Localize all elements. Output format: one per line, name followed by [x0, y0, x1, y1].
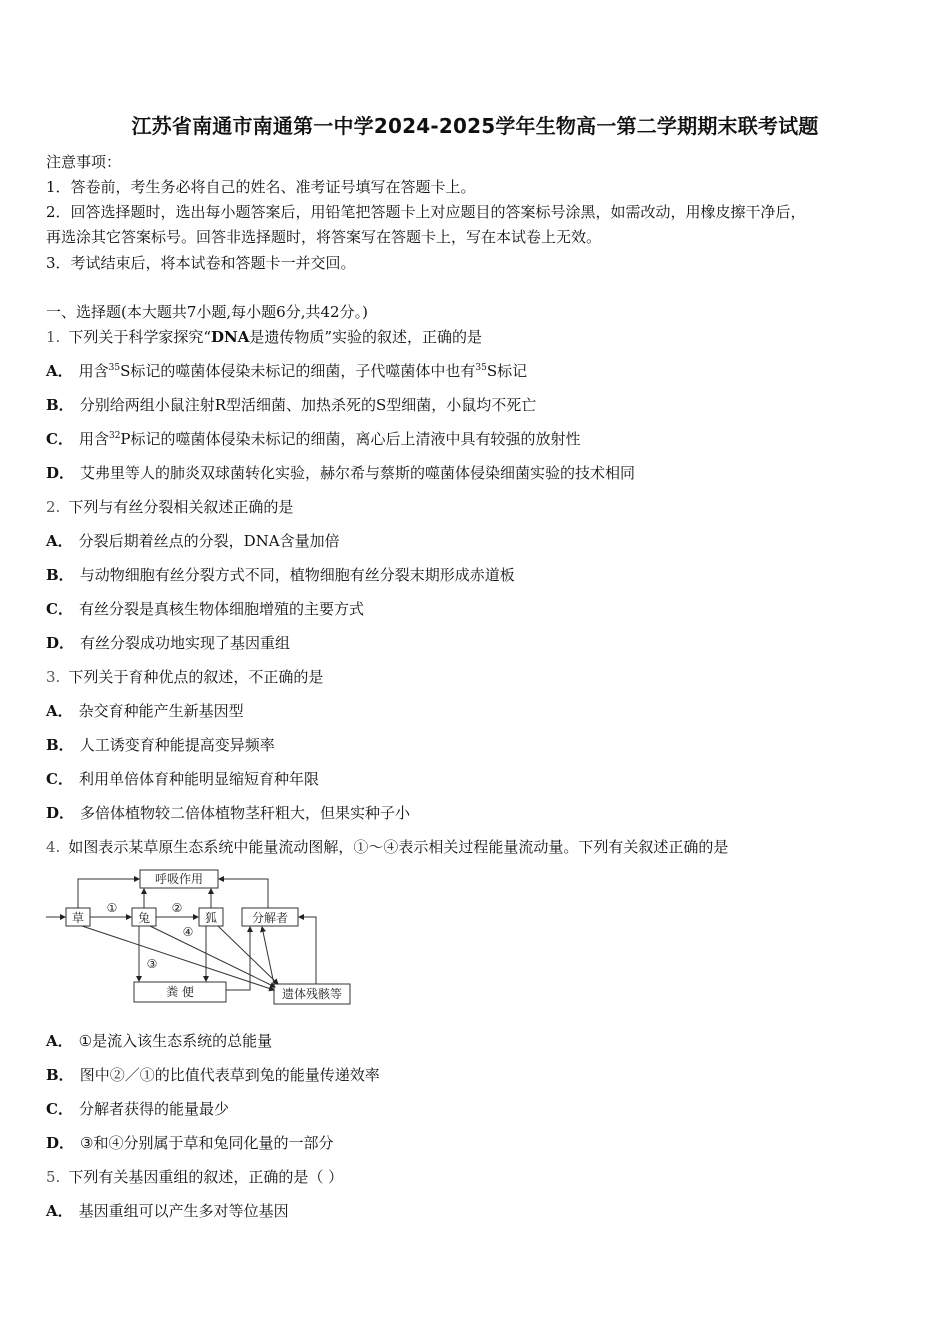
notice-item: 3．考试结束后，将本试卷和答题卡一并交回。 — [46, 254, 356, 272]
question-3-option-c: C． 利用单倍体育种能明显缩短育种年限 — [46, 770, 319, 788]
page-title: 江苏省南通市南通第一中学2024-2025学年生物高一第二学期期末联考试题 — [131, 114, 819, 138]
question-4-option-b: B． 图中②／①的比值代表草到兔的能量传递效率 — [46, 1066, 380, 1084]
fox-label: 狐 — [204, 911, 218, 925]
notice-item: 1．答卷前，考生务必将自己的姓名、准考证号填写在答题卡上。 — [46, 178, 476, 196]
marker-3: ③ — [146, 957, 158, 971]
question-4-stem: 4. 如图表示某草原生态系统中能量流动图解，①～④表示相关过程能量流动量。下列有关叙述正确的是 — [46, 838, 729, 856]
feces-label: 粪 便 — [166, 985, 194, 999]
question-3-option-d: D． 多倍体植物较二倍体植物茎秆粗大，但果实种子小 — [46, 804, 411, 822]
question-4-option-c: C． 分解者获得的能量最少 — [46, 1100, 229, 1118]
question-3-option-a: A． 杂交育种能产生新基因型 — [46, 702, 244, 720]
decomposer-label: 分解者 — [251, 911, 289, 925]
question-1-option-b: B． 分别给两组小鼠注射R型活细菌、加热杀死的S型细菌，小鼠均不死亡 — [46, 396, 537, 414]
question-2-option-a: A． 分裂后期着丝点的分裂，DNA含量加倍 — [46, 532, 340, 550]
question-2-option-c: C． 有丝分裂是真核生物体细胞增殖的主要方式 — [46, 600, 364, 618]
respiration-label: 呼吸作用 — [154, 872, 204, 886]
notice-heading: 注意事项： — [46, 153, 122, 171]
question-1-option-d: D． 艾弗里等人的肺炎双球菌转化实验，赫尔希与蔡斯的噬菌体侵染细菌实验的技术相同 — [46, 464, 636, 482]
question-number: 1. — [46, 328, 61, 346]
section-heading: 一、选择题(本大题共7小题,每小题6分,共42分。) — [46, 303, 368, 321]
question-5-option-a: A． 基因重组可以产生多对等位基因 — [46, 1202, 289, 1220]
marker-1: ① — [106, 901, 118, 915]
question-3-option-b: B． 人工诱变育种能提高变异频率 — [46, 736, 275, 754]
question-4-option-a: A． ①是流入该生态系统的总能量 — [46, 1032, 273, 1050]
question-2-option-b: B． 与动物细胞有丝分裂方式不同，植物细胞有丝分裂末期形成赤道板 — [46, 566, 515, 584]
remains-label: 遗体残骸等 — [281, 987, 343, 1001]
question-1-stem: 1. 下列关于科学家探究“DNA是遗传物质”实验的叙述，正确的是 — [46, 328, 483, 346]
question-number: 3. — [46, 668, 61, 686]
notice-item: 2．回答选择题时，选出每小题答案后，用铅笔把答题卡上对应题目的答案标号涂黑，如需改动，用橡皮擦干净后， — [46, 203, 806, 221]
question-3-stem: 3. 下列关于育种优点的叙述，不正确的是 — [46, 668, 324, 686]
question-5-stem: 5. 下列有关基因重组的叙述，正确的是（ ） — [46, 1168, 344, 1186]
question-number: 4. — [46, 838, 61, 856]
rabbit-label: 兔 — [137, 911, 151, 925]
question-2-stem: 2. 下列与有丝分裂相关叙述正确的是 — [46, 498, 294, 516]
notice-item: 再选涂其它答案标号。回答非选择题时，将答案写在答题卡上，写在本试卷上无效。 — [46, 228, 602, 246]
question-2-option-d: D． 有丝分裂成功地实现了基因重组 — [46, 634, 291, 652]
question-4-option-d: D． ③和④分别属于草和兔同化量的一部分 — [46, 1134, 334, 1152]
question-number: 2. — [46, 498, 61, 516]
marker-4: ④ — [182, 925, 194, 939]
energy-flow-diagram — [42, 866, 362, 1008]
grass-label: 草 — [71, 911, 85, 925]
question-1-option-c: C． 用含$^{32}$P标记的噬菌体侵染未标记的细菌，离心后上清液中具有较强的放射性 — [46, 430, 581, 448]
question-number: 5. — [46, 1168, 61, 1186]
question-1-option-a: A． 用含$^{35}$S标记的噬菌体侵染未标记的细菌，子代噬菌体中也有$^{35}$S标记 — [46, 362, 528, 380]
marker-2: ② — [171, 901, 183, 915]
